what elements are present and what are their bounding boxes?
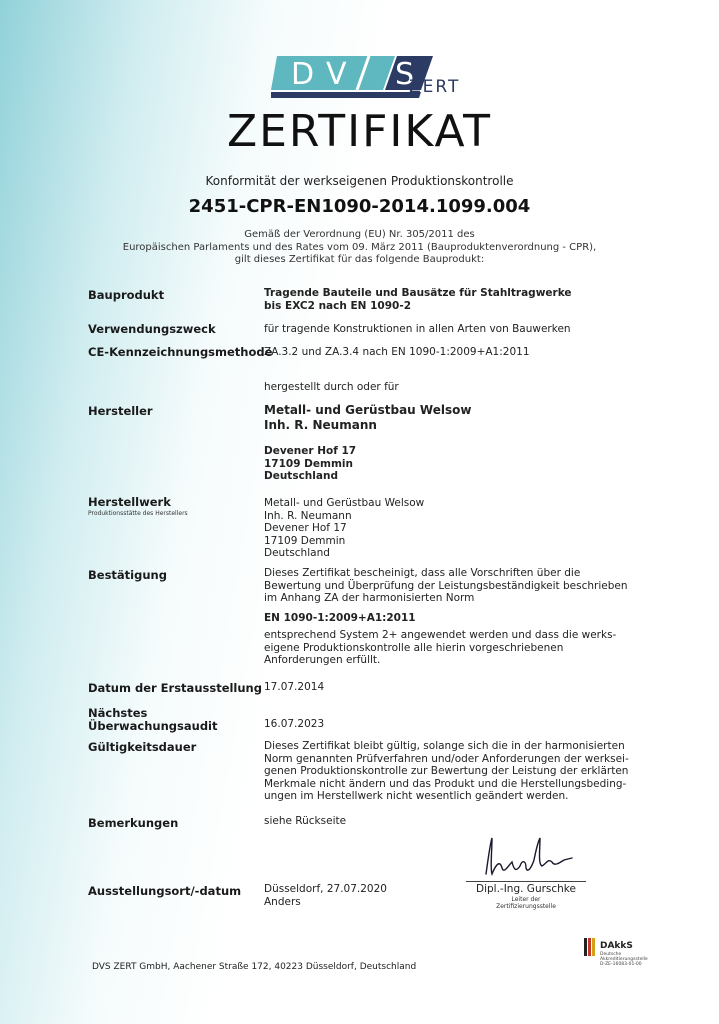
herstellwerk-line: 17109 Demmin [264, 534, 346, 547]
address-line: Devener Hof 17 [264, 445, 357, 457]
bestaetigung-line: Anforderungen erfüllt. [264, 654, 381, 666]
dakks-sub-line: Deutsche [600, 952, 622, 957]
gueltigkeit-line: Merkmale nicht ändern und das Produkt und die Herstellungsbeding- [264, 777, 627, 790]
herstellwerk-line: Inh. R. Neumann [264, 509, 352, 522]
ce-value: ZA.3.2 und ZA.3.4 nach EN 1090-1:2009+A1:2011 [264, 346, 530, 358]
bauprodukt-line: Tragende Bauteile und Bausätze für Stahltragwerke [264, 287, 572, 299]
signer-role-line: Leiter der [511, 896, 541, 903]
signer-role [466, 896, 586, 910]
bestaetigung-norm: EN 1090-1:2009+A1:2011 [264, 612, 416, 624]
gueltigkeit-line: genen Produktionskontrolle zur Bewertung der Leistung der erklärten [264, 765, 629, 777]
ausstellung-line: Düsseldorf, 27.07.2020 [264, 883, 387, 895]
ce-label: CE-Kennzeichnungsmethode [88, 345, 273, 359]
bauprodukt-value [264, 287, 684, 312]
audit-value: 16.07.2023 [264, 718, 325, 730]
signature-line [466, 881, 586, 882]
intro-line: gilt dieses Zertifikat für das folgende Bauprodukt: [234, 254, 485, 266]
gueltigkeit-line: ungen im Herstellwerk nicht wesentlich geändert werden. [264, 790, 569, 802]
dakks-name: DAkkS [600, 941, 633, 951]
address-line: Deutschland [264, 470, 338, 482]
certificate-number: 2451-CPR-EN1090-2014.1099.004 [188, 196, 531, 217]
dvs-zert-logo [271, 52, 471, 104]
herstellwerk-line: Metall- und Gerüstbau Welsow [264, 497, 425, 509]
dakks-emblem-icon [583, 935, 599, 959]
bestaetigung-line: Dieses Zertifikat bescheinigt, dass alle Vorschriften über die [264, 567, 581, 579]
intro-line: Europäischen Parlaments und des Rates vom 09. März 2011 (Bauproduktenverordnung - CPR), [122, 241, 597, 253]
certificate-title: ZERTIFIKAT [226, 106, 493, 157]
audit-label-line: Überwachungsaudit [88, 719, 218, 733]
gueltigkeit-line: Norm genannten Prüfverfahren und/oder Anforderungen der werksei- [264, 752, 629, 765]
herstellwerk-line: Deutschland [264, 547, 330, 559]
bestaetigung-line: Bewertung und Überprüfung der Leistungsbeständigkeit beschrieben [264, 579, 628, 592]
bauprodukt-line: bis EXC2 nach EN 1090-2 [264, 299, 411, 312]
footer-address: DVS ZERT GmbH, Aachener Straße 172, 40223 Düsseldorf, Deutschland [92, 962, 417, 972]
hersteller-name [264, 403, 684, 433]
bestaetigung-text [264, 567, 684, 605]
hersteller-name-line: Inh. R. Neumann [264, 418, 377, 432]
dakks-sub-line: Akkreditierungsstelle [600, 957, 648, 962]
intro-text [0, 229, 719, 267]
herstellwerk-line: Devener Hof 17 [264, 522, 347, 534]
gueltigkeit-label: Gültigkeitsdauer [88, 740, 197, 754]
signer-name: Dipl.-Ing. Gurschke [476, 883, 576, 895]
dakks-subtext [600, 952, 670, 967]
ausstellung-value [264, 883, 444, 908]
gueltigkeit-text [264, 740, 684, 803]
audit-label-line: Nächstes [88, 706, 148, 720]
erstausstellung-label: Datum der Erstausstellung [88, 681, 262, 695]
address-line: 17109 Demmin [264, 457, 353, 470]
herstellwerk-value [264, 497, 684, 560]
dakks-sub-line: D-ZE-16083-01-00 [600, 962, 642, 967]
hersteller-name-line: Metall- und Gerüstbau Welsow [264, 403, 472, 417]
svg-text:V: V [326, 57, 353, 92]
verwendungszweck-value: für tragende Konstruktionen in allen Arten von Bauwerken [264, 323, 571, 335]
bauprodukt-label: Bauprodukt [88, 288, 165, 302]
audit-label [88, 707, 218, 733]
ausstellung-label: Ausstellungsort/-datum [88, 884, 242, 898]
svg-text:ZERT: ZERT [409, 77, 461, 97]
dakks-badge [583, 935, 673, 971]
hersteller-label: Hersteller [88, 404, 153, 418]
erstausstellung-value: 17.07.2014 [264, 681, 325, 693]
herstellwerk-sublabel: Produktionsstätte des Herstellers [88, 510, 188, 517]
signer-role-line: Zertifizierungsstelle [496, 903, 556, 910]
gueltigkeit-line: Dieses Zertifikat bleibt gültig, solange sich die in der harmonisierten [264, 740, 625, 752]
bestaetigung-line: im Anhang ZA der harmonisierten Norm [264, 592, 475, 604]
svg-text:D: D [291, 57, 321, 92]
bestaetigung-line: eigene Produktionskontrolle alle hierin vorgeschriebenen [264, 641, 564, 654]
bestaetigung-text-2 [264, 629, 684, 667]
bemerkungen-label: Bemerkungen [88, 816, 179, 830]
intro-line: Gemäß der Verordnung (EU) Nr. 305/2011 des [244, 229, 475, 240]
herstellwerk-label: Herstellwerk [88, 495, 171, 509]
handwritten-signature [478, 830, 578, 882]
svg-text:S: S [395, 57, 415, 92]
certificate-subtitle: Konformität der werkseigenen Produktionskontrolle [205, 174, 514, 188]
ausstellung-line: Anders [264, 895, 301, 908]
bestaetigung-label: Bestätigung [88, 568, 167, 582]
bestaetigung-line: entsprechend System 2+ angewendet werden und dass die werks- [264, 629, 617, 641]
bemerkungen-value: siehe Rückseite [264, 815, 347, 827]
verwendungszweck-label: Verwendungszweck [88, 322, 216, 336]
hergestellt-text: hergestellt durch oder für [264, 381, 399, 393]
hersteller-address [264, 445, 684, 483]
